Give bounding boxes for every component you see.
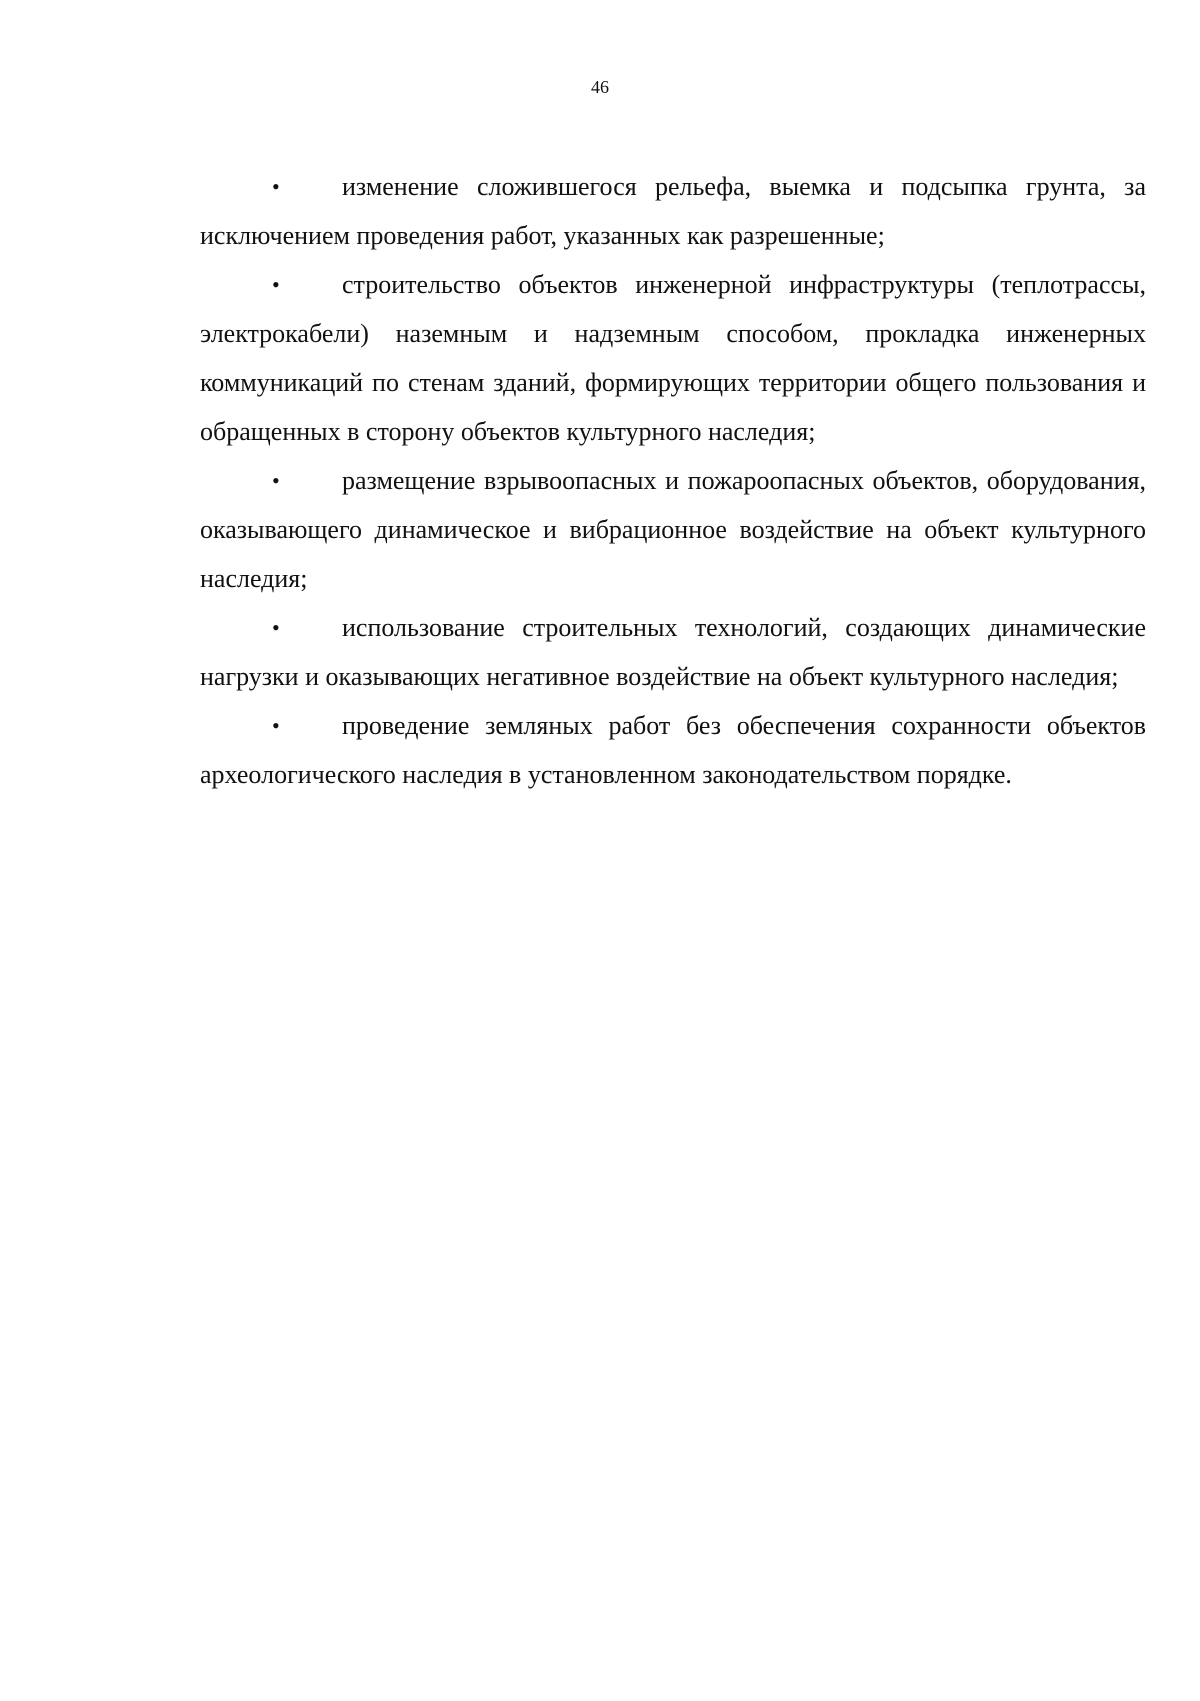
bullet-icon: • — [272, 468, 280, 493]
page-number: 46 — [591, 77, 609, 97]
list-item — [200, 162, 1146, 260]
list-item — [200, 456, 1146, 603]
list-item — [200, 701, 1146, 799]
list-item-text: изменение сложившегося рельефа, выемка и подсыпка грунта, за исключением проведения работ, указанных как разрешенные; — [200, 172, 1146, 250]
restrictions-list — [200, 162, 1146, 799]
list-item — [200, 260, 1146, 456]
bullet-icon: • — [272, 713, 280, 738]
list-item — [200, 603, 1146, 701]
list-item-text: размещение взрывоопасных и пожароопасных объектов, оборудования, оказывающего динамическое и вибрационное воздействие на объект культурного наследия; — [200, 466, 1146, 593]
bullet-icon: • — [272, 272, 280, 297]
bullet-icon: • — [272, 174, 280, 199]
list-item-text: строительство объектов инженерной инфраструктуры (теплотрассы, электрокабели) наземным и надземным способом, прокладка инженерных коммуникаций по стенам зданий, формирующих территории общего пользования и обращенных в сторону объектов культурного наследия; — [200, 270, 1146, 446]
list-item-text: использование строительных технологий, создающих динамические нагрузки и оказывающих негативное воздействие на объект культурного наследия; — [200, 613, 1146, 691]
bullet-icon: • — [272, 615, 280, 640]
list-item-text: проведение земляных работ без обеспечения сохранности объектов археологического наследия в установленном законодательством порядке. — [200, 711, 1146, 789]
